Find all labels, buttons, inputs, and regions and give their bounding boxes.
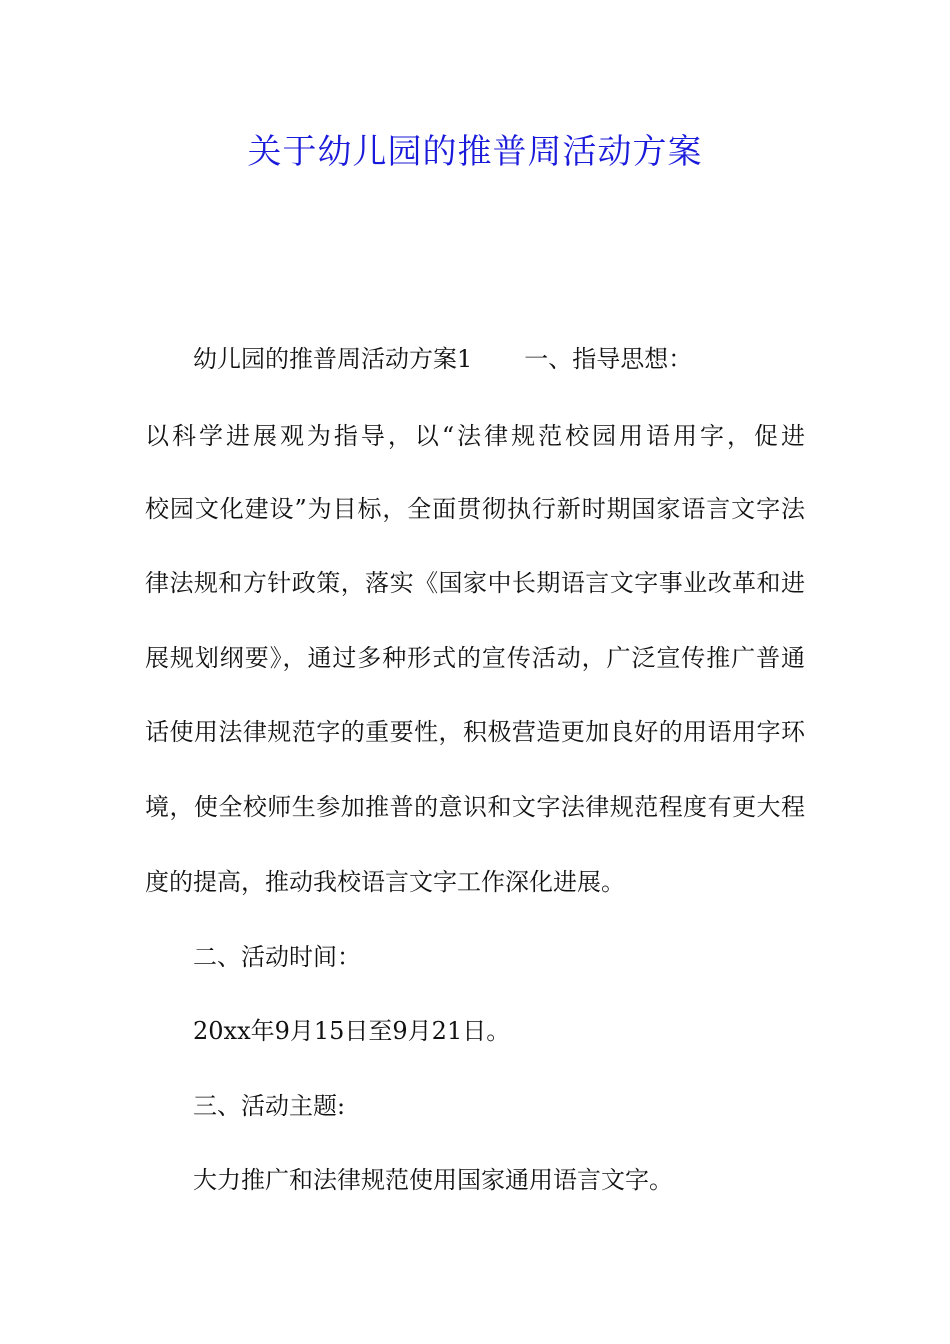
section-heading-theme: 三、活动主题: <box>193 1092 346 1120</box>
activity-dates: 20xx年9月15日至9月21日。 <box>193 1017 511 1045</box>
page-title: 关于幼儿园的推普周活动方案 <box>247 132 703 172</box>
paragraph-line: 展规划纲要》，通过多种形式的宣传活动，广泛宣传推广普通 <box>145 644 805 672</box>
activity-theme: 大力推广和法律规范使用国家通用语言文字。 <box>193 1166 673 1194</box>
section-heading-time: 二、活动时间： <box>193 943 361 971</box>
plan-heading: 幼儿园的推普周活动方案1 <box>193 345 473 373</box>
paragraph-line: 境，使全校师生参加推普的意识和文字法律规范程度有更大程 <box>145 793 805 821</box>
paragraph-line: 度的提高，推动我校语言文字工作深化进展。 <box>145 868 625 896</box>
intro-line <box>193 342 692 376</box>
paragraph-line: 话使用法律规范字的重要性，积极营造更加良好的用语用字环 <box>145 718 805 746</box>
section-heading-guiding: 一、指导思想： <box>524 345 693 373</box>
paragraph-line: 律法规和方针政策，落实《国家中长期语言文字事业改革和进 <box>145 569 805 597</box>
paragraph-line: 校园文化建设”为目标，全面贯彻执行新时期国家语言文字法 <box>145 495 805 523</box>
paragraph-line: 以科学进展观为指导，以“法律规范校园用语用字，促进 <box>145 422 805 450</box>
